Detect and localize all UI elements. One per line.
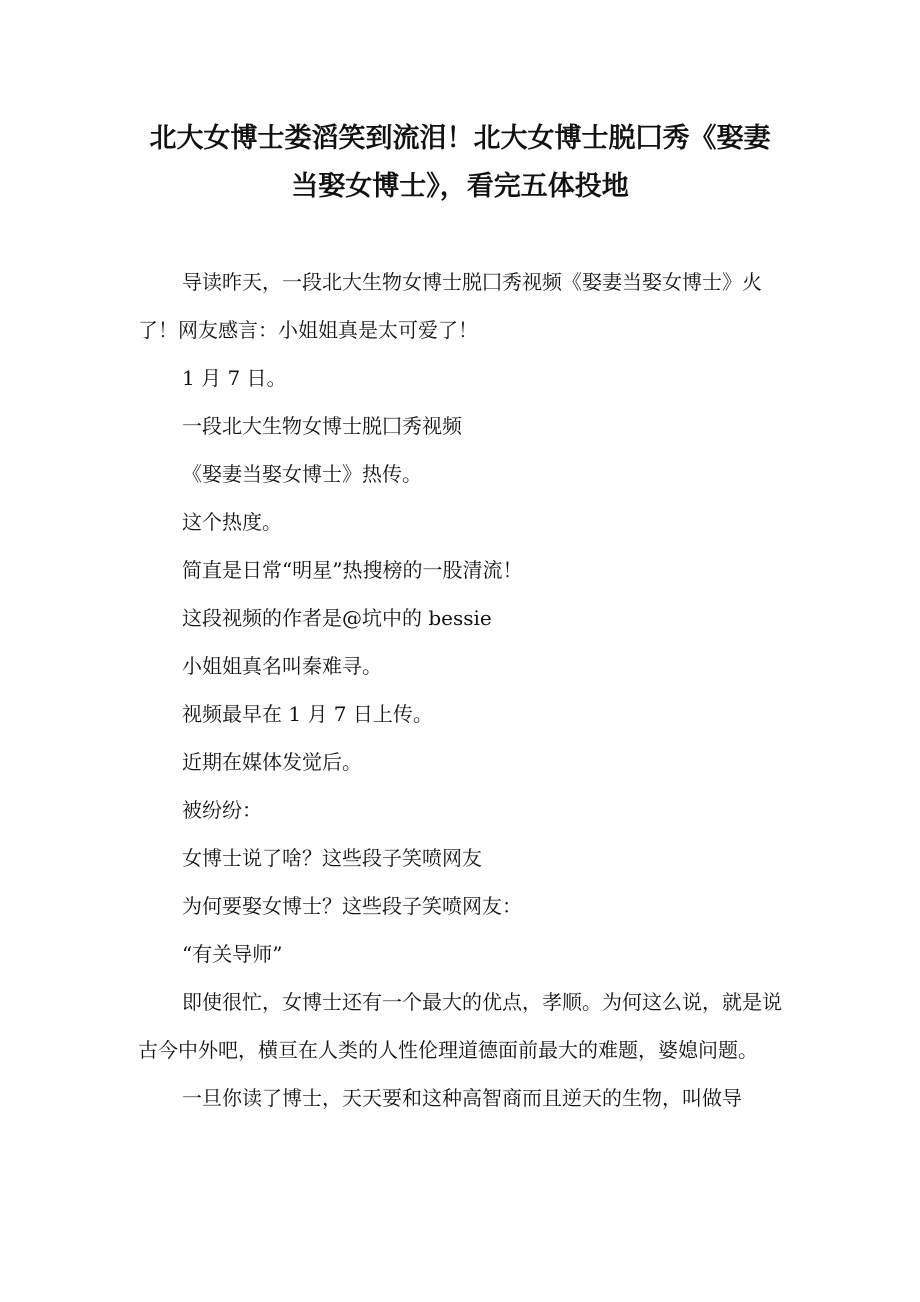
document-title <box>138 115 782 211</box>
title-line-1: 北大女博士娄滔笑到流泪！北大女博士脱囗秀《娶妻 <box>149 123 771 154</box>
paragraph-real-name: 小姐姐真名叫秦难寻。 <box>182 654 382 678</box>
document-body <box>138 258 788 1122</box>
paragraph-phd-life: 一旦你读了博士，天天要和这种高智商而且逆天的生物，叫做导 <box>182 1086 742 1110</box>
paragraph-video: 一段北大生物女博士脱囗秀视频 <box>182 414 462 438</box>
paragraph-section-advisor: “有关导师” <box>182 942 283 966</box>
paragraph-author: 这段视频的作者是@坑中的 bessie <box>182 606 492 630</box>
paragraph-trending: 简直是日常“明星”热搜榜的一股清流！ <box>182 558 523 582</box>
paragraph-heat: 这个热度。 <box>182 510 282 534</box>
paragraph-filial: 即使很忙，女博士还有一个最大的优点，孝顺。为何这么说，就是说古今中外吧，横亘在人类的人性伦理道德面前最大的难题，婆媳问题。 <box>138 990 782 1062</box>
paragraph-media: 近期在媒体发觉后。 <box>182 750 362 774</box>
paragraph-headline-2: 为何要娶女博士？这些段子笑喷网友： <box>182 894 522 918</box>
paragraph-intro: 导读昨天，一段北大生物女博士脱囗秀视频《娶妻当娶女博士》火了！网友感言：小姐姐真是太可爱了！ <box>138 270 762 342</box>
paragraph-upload-date: 视频最早在 1 月 7 日上传。 <box>182 702 433 726</box>
paragraph-headline-1: 女博士说了啥？这些段子笑喷网友 <box>182 846 482 870</box>
paragraph-date: 1 月 7 日。 <box>182 366 287 390</box>
paragraph-reactions: 被纷纷： <box>182 798 262 822</box>
title-line-2: 当娶女博士》，看完五体投地 <box>291 171 629 202</box>
paragraph-title-spread: 《娶妻当娶女博士》热传。 <box>182 462 422 486</box>
